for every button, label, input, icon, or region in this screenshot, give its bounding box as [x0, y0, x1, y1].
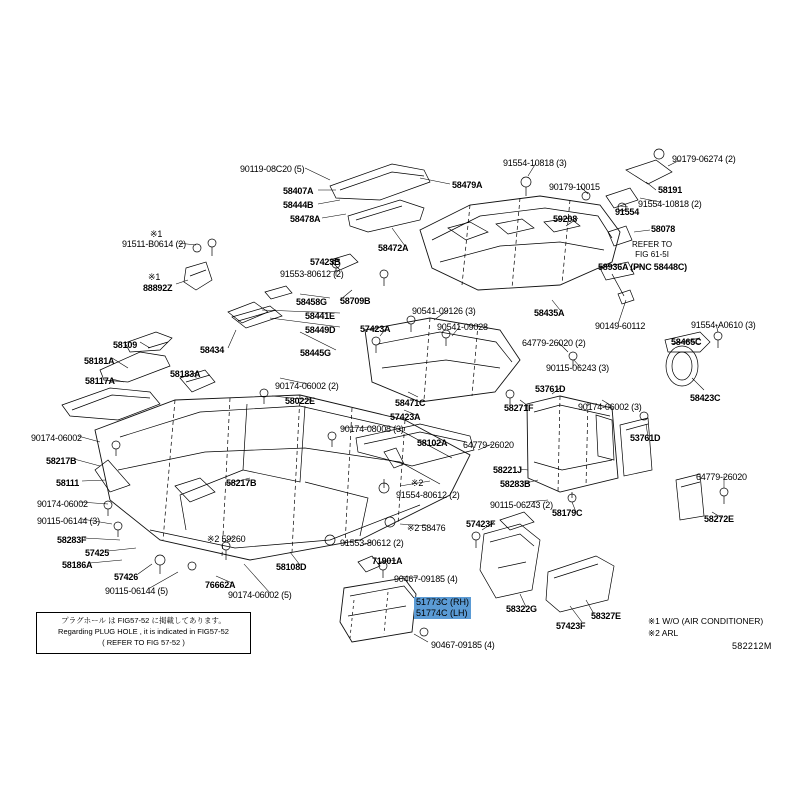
part-number-label[interactable]: 91554-10818 (3) — [503, 158, 567, 168]
part-number-label[interactable]: 53761D — [630, 433, 661, 443]
part-number-label[interactable]: 90115-06144 (5) — [105, 586, 168, 596]
part-number-label[interactable]: 58445G — [300, 348, 331, 358]
part-number-label[interactable]: 58179C — [552, 508, 583, 518]
refer-to-line1: REFER TO — [632, 240, 673, 249]
part-number-label[interactable]: 58434 — [200, 345, 225, 355]
part-number-label[interactable]: 58217B — [226, 478, 257, 488]
part-number-label[interactable]: 58465C — [671, 337, 702, 347]
part-number-label[interactable]: 57423F — [466, 519, 496, 529]
footnote-1: ※1 W/O (AIR CONDITIONER) — [648, 616, 764, 626]
part-number-label[interactable]: 58109 — [113, 340, 138, 350]
plug-hole-note-box — [36, 612, 251, 654]
highlighted-part-number[interactable] — [414, 597, 471, 619]
part-number-label[interactable]: 58181A — [84, 356, 115, 366]
part-number-label[interactable]: 58022E — [285, 396, 315, 406]
part-number-label[interactable]: 76662A — [205, 580, 236, 590]
part-number-label[interactable]: ※2 59260 — [207, 534, 246, 544]
part-number-label[interactable]: 58217B — [46, 456, 77, 466]
part-number-label[interactable]: 58435A — [534, 308, 565, 318]
part-number-label[interactable]: 57423F — [556, 621, 586, 631]
part-number-label[interactable]: 57425 — [85, 548, 110, 558]
part-number-label[interactable]: 58444B — [283, 200, 314, 210]
part-number-label[interactable]: 91511-B0614 (2) — [122, 239, 186, 249]
part-number-label[interactable]: 53761D — [535, 384, 566, 394]
part-number-label[interactable]: 90467-09185 (4) — [431, 640, 495, 650]
part-number-label[interactable]: 57426 — [114, 572, 139, 582]
part-number-label[interactable]: 90179-06274 (2) — [672, 154, 736, 164]
part-number-label[interactable]: 58441E — [305, 311, 335, 321]
part-number-label[interactable]: ※1 — [150, 229, 163, 239]
part-number-label[interactable]: 88892Z — [143, 283, 173, 293]
part-number-label[interactable]: 64779-26020 — [696, 472, 747, 482]
part-number-label[interactable]: 58108D — [276, 562, 307, 572]
plug-hole-note-line1: プラグホール は FIG57-52 に掲載してあります。 — [61, 616, 226, 625]
part-number-label[interactable]: 91554-80612 (2) — [396, 490, 460, 500]
part-number-label[interactable]: 91554 — [615, 207, 640, 217]
part-number-label[interactable]: 91554-A0610 (3) — [691, 320, 756, 330]
part-number-label[interactable]: 57423A — [360, 324, 391, 334]
part-number-label[interactable]: 90174-06002 — [37, 499, 88, 509]
part-number-label[interactable]: 58117A — [85, 376, 115, 386]
part-number-label[interactable]: 90115-06243 (2) — [490, 500, 553, 510]
part-number-label[interactable]: 58407A — [283, 186, 314, 196]
part-number-label[interactable]: 58111 — [56, 478, 80, 488]
part-number-label[interactable]: ※2 — [411, 478, 424, 488]
part-number-label[interactable]: 57423B — [310, 257, 341, 267]
part-number-label[interactable]: 90174-06002 — [31, 433, 82, 443]
diagram-code: 582212M — [732, 641, 772, 651]
part-number-label[interactable]: 58449D — [305, 325, 336, 335]
part-number-label[interactable]: 58078 — [651, 224, 676, 234]
refer-to-line2: FIG 61-5I — [635, 250, 669, 259]
part-number-label[interactable]: 58183A — [170, 369, 201, 379]
part-number-label[interactable]: 90119-08C20 (5) — [240, 164, 305, 174]
part-number-label[interactable]: 58322G — [506, 604, 537, 614]
part-number-label[interactable]: 59208 — [553, 214, 578, 224]
part-number-label[interactable]: 90174-06002 (2) — [275, 381, 339, 391]
part-number-label[interactable]: 58271F — [504, 403, 534, 413]
part-number-label[interactable]: 58709B — [340, 296, 371, 306]
part-number-label[interactable]: 58478A — [290, 214, 321, 224]
part-number-label[interactable]: 90541-09028 — [437, 322, 488, 332]
part-number-label[interactable]: 90174-06002 (3) — [578, 402, 642, 412]
part-number-label[interactable]: 90179-10015 — [549, 182, 600, 192]
part-number-label[interactable]: 58471C — [395, 398, 426, 408]
part-number-label[interactable]: 58272E — [704, 514, 734, 524]
part-number-label[interactable]: 90115-06243 (3) — [546, 363, 609, 373]
part-number-label[interactable]: 64779-26020 — [463, 440, 514, 450]
part-number-label[interactable]: 58221J — [493, 465, 522, 475]
part-number-label[interactable]: 58102A — [417, 438, 448, 448]
part-number-label[interactable]: 58479A — [452, 180, 483, 190]
refer-to-fig-note — [632, 240, 672, 260]
part-number-label[interactable]: 90149-60112 — [595, 321, 646, 331]
part-number-label[interactable]: ※1 — [148, 272, 161, 282]
part-number-label[interactable]: 90115-06144 (3) — [37, 516, 100, 526]
part-number-label[interactable]: 57423A — [390, 412, 421, 422]
plug-hole-note-line2: Regarding PLUG HOLE , it is indicated in FIG57-52 — [58, 627, 229, 636]
part-number-label[interactable]: ※2 58476 — [407, 523, 446, 533]
plug-hole-note-line3: ( REFER TO FIG 57-52 ) — [102, 638, 185, 647]
part-number-label[interactable]: 58191 — [658, 185, 683, 195]
part-number-label[interactable]: 90541-09126 (3) — [412, 306, 476, 316]
part-number-label[interactable]: 91553-80612 (2) — [340, 538, 404, 548]
highlighted-part-line2: 51774C (LH) — [416, 608, 468, 618]
part-number-label[interactable]: 58283B — [500, 479, 531, 489]
part-number-label[interactable]: 58283F — [57, 535, 87, 545]
part-number-label[interactable]: 91553-80612 (2) — [280, 269, 344, 279]
part-number-label[interactable]: 58458G — [296, 297, 327, 307]
footnote-2: ※2 ARL — [648, 628, 679, 638]
part-number-label[interactable]: 58186A — [62, 560, 93, 570]
part-number-label[interactable]: 71901A — [372, 556, 403, 566]
part-number-label[interactable]: 58423C — [690, 393, 721, 403]
part-number-label[interactable]: 90174-06002 (5) — [228, 590, 292, 600]
part-number-label[interactable]: 90174-08008 (3) — [340, 424, 404, 434]
part-number-label[interactable]: 58472A — [378, 243, 409, 253]
part-number-label[interactable]: 91554-10818 (2) — [638, 199, 702, 209]
part-number-label[interactable]: 64779-26020 (2) — [522, 338, 586, 348]
highlighted-part-line1: 51773C (RH) — [416, 597, 470, 607]
part-number-label[interactable]: 58327E — [591, 611, 621, 621]
part-number-label[interactable]: 58936A (PNC 58448C) — [598, 262, 687, 272]
part-number-label[interactable]: 90467-09185 (4) — [394, 574, 458, 584]
